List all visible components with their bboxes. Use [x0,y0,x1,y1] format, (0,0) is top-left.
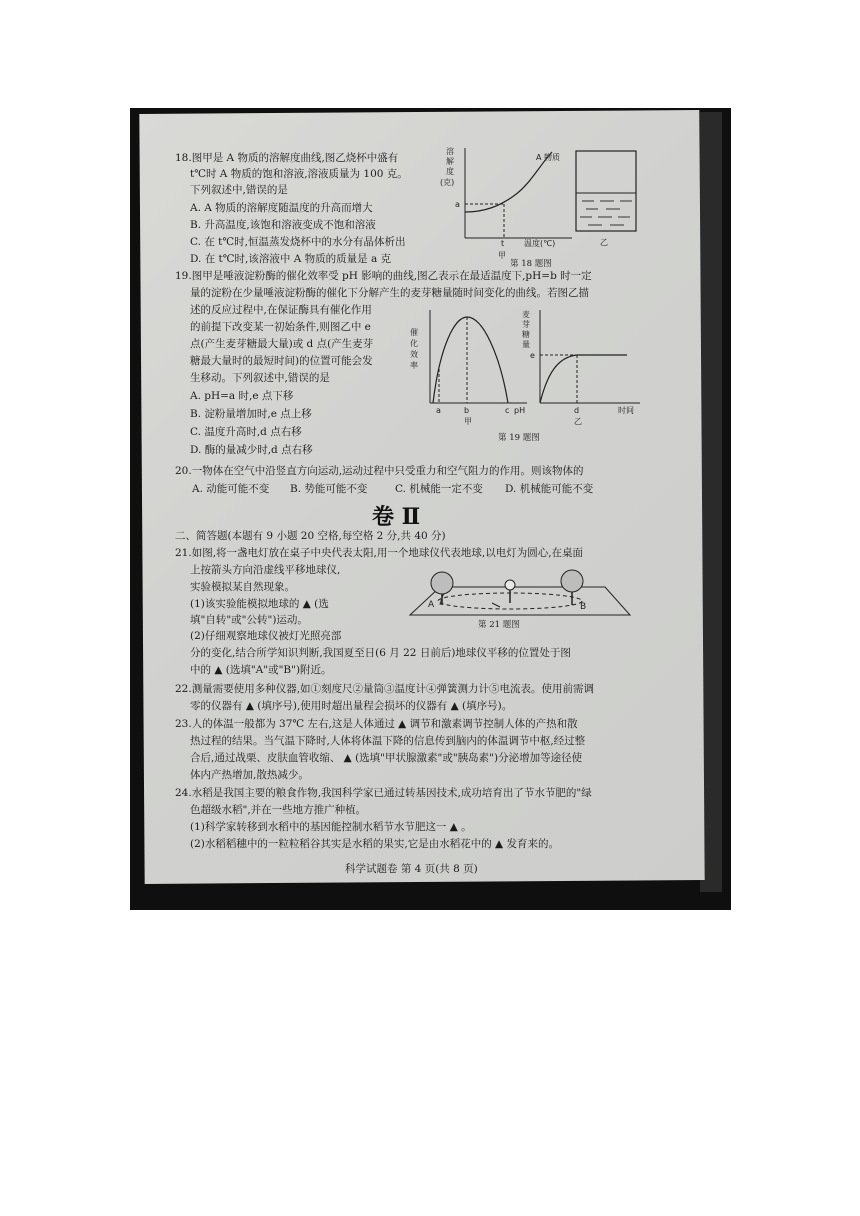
q18-curve-label: A 物质 [536,153,561,162]
q21-line7: 分的变化,结合所学知识判断,我国夏至日(6 月 22 日前后)地球仪平移的位置处于图 [190,647,571,659]
q18-option-c: C. 在 t℃时,恒温蒸发烧杯中的水分有晶体析出 [190,236,406,248]
q18-ylabel-1: 溶 [446,147,454,156]
q21-line8: 中的 ▲ (选填"A"或"B")附近。 [190,664,332,676]
q19-line7: 生移动。下列叙述中,错误的是 [190,372,330,384]
q24-line4: (2)水稻稻穗中的一粒粒稻谷其实是水稻的果实,它是由水稻花中的 ▲ 发育来的。 [190,838,559,850]
q22-line2: 零的仪器有 ▲ (填序号),使用时超出量程会损坏的仪器有 ▲ (填序号)。 [190,700,513,712]
section2-header: 二、简答题(本题有 9 小题 20 空格,每空格 2 分,共 40 分) [175,530,446,542]
q18-beaker-yi [568,145,648,250]
q19-option-d: D. 酶的量减少时,d 点右移 [190,444,313,456]
page-footer: 科学试题卷 第 4 页(共 8 页) [345,863,478,875]
q19-option-c: C. 温度升高时,d 点右移 [190,426,302,438]
q18-t-tick: t [501,239,505,248]
q21-line1: 21.如图,将一盏电灯放在桌子中央代表太阳,用一个地球仪代表地球,以电灯为圆心,在桌面 [175,547,584,559]
q19-line4: 的前提下改变某一初始条件,则图乙中 e [190,321,371,333]
q24-line1: 24.水稻是我国主要的粮食作物,我国科学家已通过转基因技术,成功培育出了节水节肥的"绿 [175,787,592,799]
q19-jia-label: 甲 [464,417,472,425]
q19-figure-yi [515,305,645,425]
q21-caption: 第 21 题图 [478,620,520,630]
q18-option-a: A. A 物质的溶解度随温度的升高而增大 [190,202,373,214]
q19-jia-ylabel-4: 率 [410,361,418,370]
q18-option-b: B. 升高温度,该饱和溶液变成不饱和溶液 [190,219,376,231]
q19-a-tick: a [436,406,441,415]
q19-yi-label: 乙 [574,417,582,425]
q20-option-b: B. 势能可能不变 [290,483,368,495]
q20-option-d: D. 机械能可能不变 [505,483,594,495]
q19-e-tick: e [530,351,535,360]
q21-line5: 填"自转"或"公转")运动。 [190,614,308,626]
q24-line3: (1)科学家转移到水稻中的基因能控制水稻节水节肥这一 ▲ 。 [190,821,472,833]
q19-line6: 糖最大量时的最短时间)的位置可能会发 [190,355,373,367]
q23-line1: 23.人的体温一般都为 37℃ 左右,这是人体通过 ▲ 调节和激素调节控制人体的产热和散 [175,718,578,730]
q19-line5: 点(产生麦芽糖最大量)或 d 点(产生麦芽 [190,338,374,350]
q18-xlabel: 温度(℃) [524,239,556,248]
q19-line2: 量的淀粉在少量唾液淀粉酶的催化下分解产生的麦芽糖量随时间变化的曲线。若图乙描 [190,287,589,299]
q18-caption: 第 18 题图 [510,259,552,269]
q19-option-b: B. 淀粉量增加时,e 点上移 [190,408,312,420]
q19-yi-ylabel-1: 麦 [522,310,530,319]
section-title: 卷 Ⅱ [372,504,421,530]
q22-line1: 22.测量需要使用多种仪器,如①刻度尺②量筒③温度计④弹簧测力计⑤电流表。使用前需调 [175,683,595,695]
q20-option-a: A. 动能可能不变 [192,483,270,495]
q23-line2: 热过程的结果。当气温下降时,人体将体温下降的信息传到脑内的体温调节中枢,经过整 [190,735,586,747]
q18-ylabel-3: 度 [446,167,454,176]
q19-option-a: A. pH=a 时,e 点下移 [190,390,294,402]
q21-line3: 实验模拟某自然现象。 [190,581,295,593]
q19-jia-ylabel-2: 化 [410,339,418,348]
q19-jia-ylabel-3: 效 [410,350,418,359]
q19-yi-ylabel-2: 芽 [522,320,530,329]
q19-jia-ylabel-1: 催 [410,328,418,337]
q19-yi-ylabel-4: 量 [522,340,530,349]
q18-yi-label: 乙 [600,238,608,247]
q19-yi-ylabel-3: 糖 [522,330,530,339]
q19-line1: 19.图甲是唾液淀粉酶的催化效率受 pH 影响的曲线,图乙表示在最适温度下,pH=b 时一定 [175,270,592,282]
q21-line2: 上按箭头方向沿虚线平移地球仪, [190,564,341,576]
q18-jia-label: 甲 [498,251,506,260]
q21-label-a: A [428,600,435,610]
q21-label-b: B [580,602,587,612]
q20-option-c: C. 机械能一定不变 [395,483,483,495]
q18-ylabel-4: (克) [440,178,455,187]
q19-ph-label: pH [514,406,526,415]
q18-line3: 下列叙述中,错误的是 [190,184,288,196]
q23-line4: 体内产热增加,散热减少。 [190,769,309,781]
q19-line3: 述的反应过程中,在保证酶具有催化作用 [190,304,372,316]
q18-ylabel-2: 解 [446,157,454,166]
q19-d-tick: d [574,406,580,415]
q18-figure-jia [440,140,580,260]
q19-time-label: 时间 [618,406,634,415]
q19-c-tick: c [505,406,510,415]
q21-line4: (1)该实验能模拟地球的 ▲ (选 [190,598,329,610]
q23-line3: 合后,通过战栗、皮肤血管收缩、 ▲ (选填"甲状腺激素"或"胰岛素")分泌增加等途径使 [190,752,583,764]
q24-line2: 色超级水稻",并在一些地方推广种植。 [190,804,367,816]
q19-caption: 第 19 题图 [498,433,540,443]
q18-a-tick: a [455,200,460,209]
q18-option-d: D. 在 t℃时,该溶液中 A 物质的质量是 a 克 [190,253,392,265]
q19-b-tick: b [464,406,470,415]
q20-line1: 20.一物体在空气中沿竖直方向运动,运动过程中只受重力和空气阻力的作用。则该物体的 [175,465,584,477]
q21-line6: (2)仔细观察地球仪被灯光照亮部 [190,630,342,642]
q18-line2: t℃时 A 物质的饱和溶液,溶液质量为 100 克。 [190,168,408,180]
q18-line1: 18.图甲是 A 物质的溶解度曲线,图乙烧杯中盛有 [175,152,399,164]
